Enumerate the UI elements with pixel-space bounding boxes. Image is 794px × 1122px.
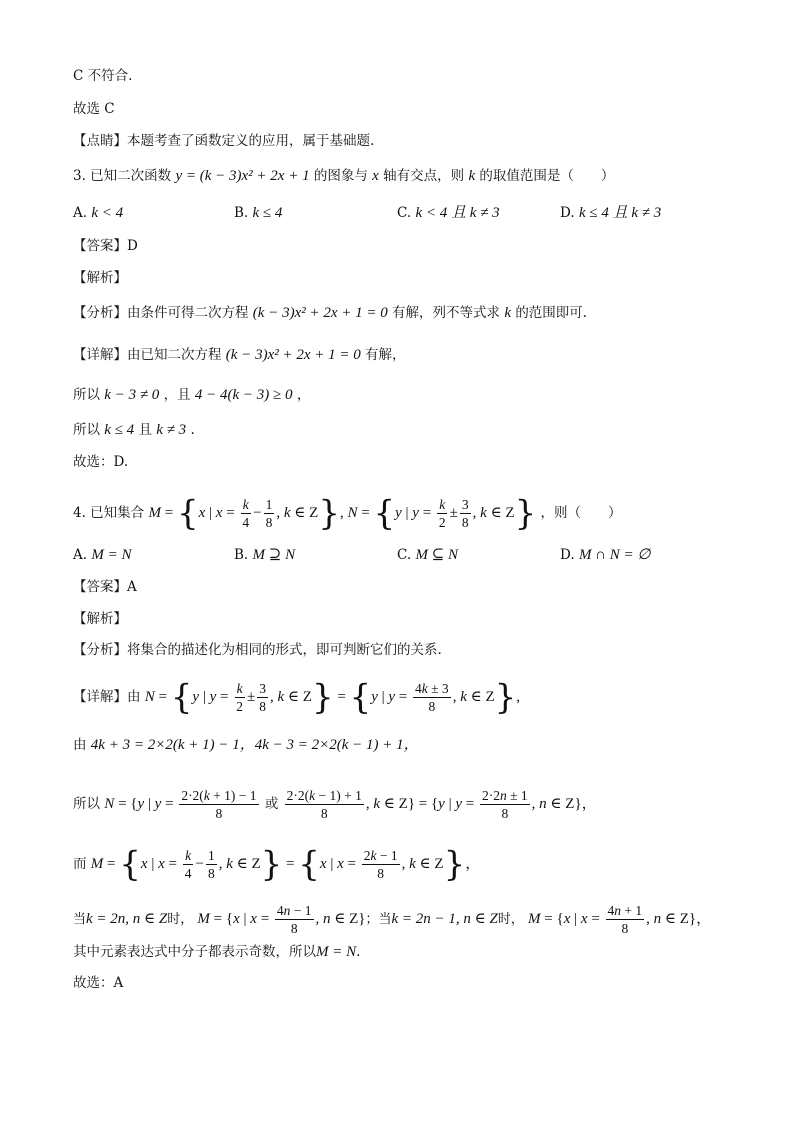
detail-4-step3: 而 M = {x | x = $\frac{k}{4}$ − $\frac{1}{8}$ , k ∈ Z} = {x | x = $\frac{2k - 1}{8}$ , k ∈ Z}， [73, 844, 481, 885]
step-math: 4k + 3 = 2×2(k + 1) − 1，4k − 3 = 2×2(k − 1) + 1， [90, 737, 419, 753]
condition-math: k = 2n, n ∈ Z [86, 911, 168, 927]
text-line: 故选 C [73, 101, 115, 117]
step-mid: ，且 [163, 387, 191, 403]
step-end: . [190, 422, 195, 438]
step-end: ， [296, 387, 311, 403]
detail-3-equation: (k − 3)x² + 2x + 1 = 0 [225, 347, 361, 363]
detail-3-step1 [73, 385, 310, 405]
q3-prefix: 3. 已知二次函数 [73, 168, 172, 184]
detail-4-step1 [73, 735, 419, 755]
option-math: k < 4 [91, 205, 124, 221]
option-letter: B. [234, 205, 249, 221]
conclusion-text: 其中元素表达式中分子都表示奇数，所以 [73, 944, 316, 960]
q4-suffix: ，则（ ） [540, 505, 622, 521]
q4-option-a [73, 545, 131, 565]
analysis-3-k: k [504, 305, 512, 321]
option-letter: D. [560, 547, 575, 563]
step-prefix: 而 [73, 856, 87, 872]
conclusion-3: 故选：D. [73, 454, 129, 470]
option-letter: A. [73, 547, 88, 563]
q3-option-d [560, 203, 661, 223]
analysis-heading-4: 【解析】 [73, 611, 127, 627]
detail-3-step2 [73, 420, 195, 440]
step-math-a: k ≤ 4 [104, 422, 135, 438]
then-text: 时， [167, 912, 194, 927]
detail-3 [73, 345, 406, 365]
detail-4-step2: 所以 N = {y | y = $\frac{2\cdot 2(k + 1) - 1}{8}$ 或 $\frac{2\cdot 2(k - 1) + 1}{8}$ , k ∈ Z} = {y | y = $\frac{2\cdot 2n \pm 1}{8}$ , n ∈ Z}， [73, 788, 597, 821]
answer-3: 【答案】D [73, 238, 138, 254]
text-line: C 不符合. [73, 68, 133, 84]
q3-option-a [73, 203, 123, 223]
answer-4: 【答案】A [73, 579, 137, 595]
semicolon-when: ；当 [365, 912, 392, 927]
option-math: M ⊆ N [415, 547, 459, 563]
detail-4: 【详解】由 N = {y | y = $\frac{k}{2}$ ± $\frac{3}{8}$ , k ∈ Z} = {y | y = $\frac{4k \pm 3}{8}$ , k ∈ Z}, [73, 677, 521, 718]
step-math-b: k ≠ 3 [156, 422, 187, 438]
option-math: k ≤ 4 [252, 205, 283, 221]
analysis-3 [73, 303, 587, 323]
analysis-heading-3: 【解析】 [73, 270, 127, 286]
q3-function: y = (k − 3)x² + 2x + 1 [175, 168, 310, 184]
detail-4-prefix: 【详解】由 [73, 689, 141, 705]
detail-3-prefix: 【详解】由已知二次方程 [73, 347, 222, 363]
q3-x: x [372, 168, 379, 184]
or-text: 或 [264, 796, 279, 812]
condition-math-2: k = 2n − 1, n ∈ Z [391, 911, 498, 927]
analysis-3-prefix: 【分析】由条件可得二次方程 [73, 305, 249, 321]
step-prefix: 由 [73, 737, 87, 753]
option-letter: D. [560, 205, 575, 221]
conclusion-math: M = N [316, 944, 357, 960]
conclusion-4: 故选：A [73, 975, 124, 991]
option-letter: C. [397, 547, 412, 563]
option-letter: C. [397, 205, 412, 221]
question-4: 4. 已知集合 M = {x | x = $\frac{k}{4}$ − $\frac{1}{8}$ , k ∈ Z}, N = {y | y = $\frac{k}{2}$ ± $\frac{3}{8}$ , k ∈ Z} ，则（ ） [73, 493, 622, 534]
q3-mid: 的图象与 [313, 168, 368, 184]
option-letter: B. [234, 547, 249, 563]
step-math-b: 4 − 4(k − 3) ≥ 0 [194, 387, 293, 403]
step-prefix: 所以 [73, 796, 100, 812]
q4-prefix: 4. 已知集合 [73, 505, 145, 521]
q3-k: k [468, 168, 476, 184]
option-letter: A. [73, 205, 88, 221]
step-prefix: 所以 [73, 387, 100, 403]
option-math: M = N [91, 547, 132, 563]
then-text-2: 时， [497, 912, 524, 927]
option-math: M ∩ N = ∅ [578, 547, 651, 563]
option-math: k < 4 且 k ≠ 3 [415, 205, 500, 221]
detail-4-step4: 当k = 2n, n ∈ Z时， M = {x | x = $\frac{4n - 1}{8}$ , n ∈ Z}；当k = 2n − 1, n ∈ Z时， M = {x | x = $\frac{4n + 1}{8}$ , n ∈ Z}， [73, 903, 712, 936]
analysis-3-suffix: 有解，列不等式求 [392, 305, 501, 321]
when-text: 当 [73, 912, 87, 927]
detail-3-suffix: 有解， [365, 347, 406, 363]
q3-suffix: 的取值范围是（ ） [479, 168, 615, 184]
step-math-a: k − 3 ≠ 0 [104, 387, 160, 403]
text-line: 【点睛】本题考查了函数定义的应用，属于基础题. [73, 133, 375, 149]
q4-option-c [397, 545, 458, 565]
analysis-3-end: 的范围即可. [515, 305, 588, 321]
q3-option-c [397, 203, 500, 223]
analysis-3-equation: (k − 3)x² + 2x + 1 = 0 [252, 305, 388, 321]
step-mid: 且 [138, 422, 152, 438]
q3-mid2: 轴有交点，则 [383, 168, 465, 184]
question-3 [73, 166, 614, 186]
q3-option-b [234, 203, 282, 223]
q4-option-b [234, 545, 295, 565]
option-math: M ⊇ N [252, 547, 296, 563]
detail-4-step5: 其中元素表达式中分子都表示奇数，所以M = N. [73, 944, 361, 960]
option-math: k ≤ 4 且 k ≠ 3 [578, 205, 662, 221]
analysis-4: 【分析】将集合的描述化为相同的形式，即可判断它们的关系. [73, 642, 442, 658]
step-prefix: 所以 [73, 422, 100, 438]
q4-option-d [560, 545, 650, 565]
